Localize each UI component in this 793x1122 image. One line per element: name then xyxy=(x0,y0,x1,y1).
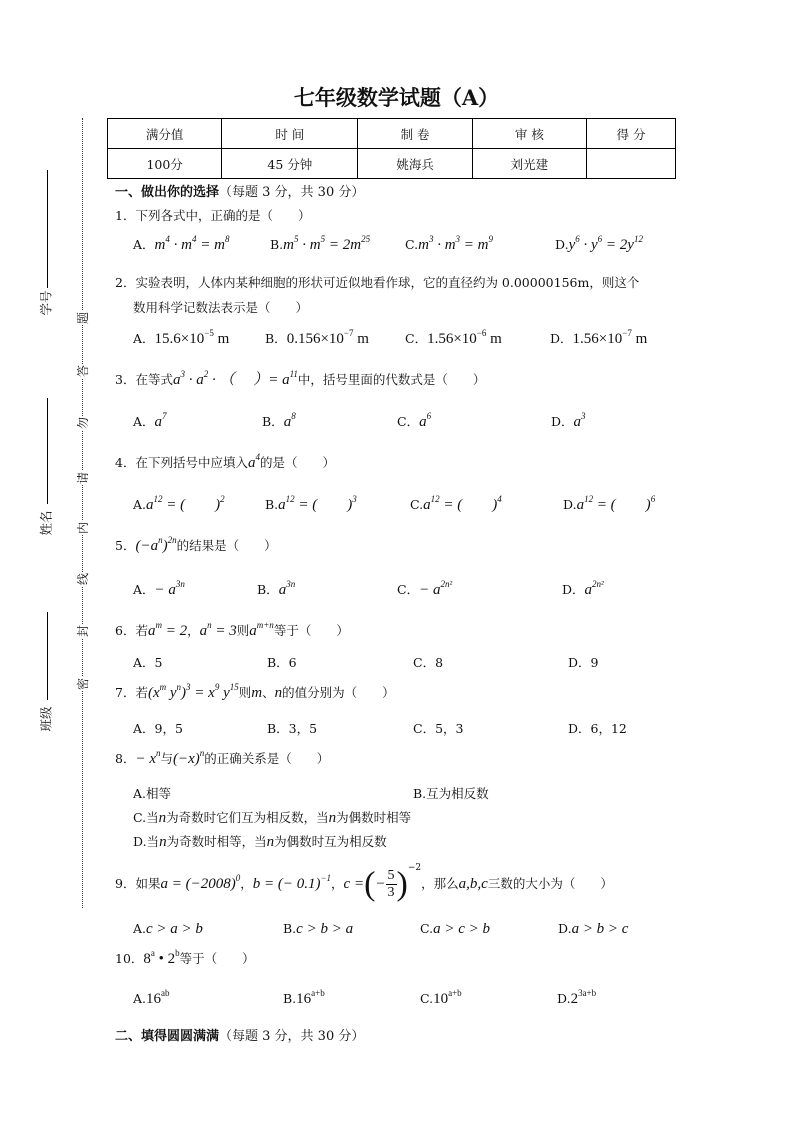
stem-text: ，那么 xyxy=(421,876,459,891)
table-header-cell: 时 间 xyxy=(222,119,358,149)
exponent: 6 xyxy=(575,234,580,244)
name-label: 姓名 xyxy=(38,510,54,536)
option-a[interactable]: A.相等 xyxy=(133,786,172,801)
option-c[interactable] xyxy=(410,494,502,513)
exponent: 15 xyxy=(229,682,239,692)
left-paren: ( xyxy=(364,865,376,903)
exponent: 3 xyxy=(581,411,586,421)
stem-text: ， xyxy=(187,623,200,638)
exponent: 3 xyxy=(180,369,185,379)
option-a[interactable]: A．9，5 xyxy=(133,721,183,736)
exponent: 6 xyxy=(426,411,432,421)
exponent: −7 xyxy=(343,328,354,338)
question-stem xyxy=(115,948,255,967)
stem-expr: c = xyxy=(343,876,365,892)
option-expr: n xyxy=(159,834,167,850)
option-label: A. xyxy=(133,497,147,512)
section-heading xyxy=(115,185,364,201)
stem-expr: − $x^n$ xyxy=(135,748,161,767)
option-b[interactable] xyxy=(283,988,325,1007)
section-title: 一、做出你的选择 xyxy=(115,185,220,200)
option-expr: $a^{12}$ = ( )$^2$ xyxy=(146,494,225,513)
exponent: −6 xyxy=(476,328,487,338)
stem-expr: b = (− 0.1)$^{-1}$ xyxy=(252,873,332,892)
stem-expr: 8$^a$ • 2$^b$ xyxy=(143,948,180,967)
exponent: 6 xyxy=(650,494,656,504)
stem-expr: a,b,c xyxy=(458,876,488,892)
section-note: （每题 3 分，共 30 分） xyxy=(219,185,365,200)
option-expr: $1.56\times 10^{-7}$ m xyxy=(572,328,648,347)
option-label: A． xyxy=(133,237,155,252)
option-label: C. xyxy=(405,237,419,252)
exponent: 4 xyxy=(255,452,260,462)
table-cell: 姚海兵 xyxy=(358,149,472,179)
option-expr: n xyxy=(328,810,337,826)
option-c[interactable] xyxy=(397,579,453,598)
exponent: 6 xyxy=(597,234,603,244)
table-header-cell: 审 核 xyxy=(472,119,586,149)
option-label: B． xyxy=(262,414,284,429)
exponent: m xyxy=(159,682,167,692)
option-b[interactable] xyxy=(265,494,357,513)
seal-char: 答 xyxy=(76,365,90,378)
seal-char: 请 xyxy=(76,472,90,485)
class-label: 班级 xyxy=(38,706,54,732)
exponent: n xyxy=(176,682,182,692)
exponent: 5 xyxy=(320,234,326,244)
student-id-label: 学号 xyxy=(38,290,54,316)
question-stem xyxy=(115,748,330,767)
option-label: D． xyxy=(562,582,585,597)
exponent: −5 xyxy=(204,328,214,338)
exponent: 4 xyxy=(165,234,170,244)
option-expr: $16^{a+b}$ xyxy=(296,988,325,1007)
stem-text: ， xyxy=(331,876,344,891)
stem-text: 、 xyxy=(262,685,275,700)
exponent: 3 xyxy=(352,494,357,504)
exponent: 12 xyxy=(153,494,163,504)
option-d[interactable] xyxy=(562,579,604,598)
table-header-cell: 满分值 xyxy=(108,119,222,149)
option-label: D． xyxy=(550,331,573,346)
option-b[interactable]: B.互为相反数 xyxy=(413,786,489,801)
option-expr: n xyxy=(266,834,275,850)
table-header-cell: 制 卷 xyxy=(358,119,472,149)
option-text: 为奇数时相等，当 xyxy=(166,834,267,849)
exponent: 2 xyxy=(220,494,225,504)
stem-expr: m xyxy=(251,685,263,701)
table-cell: 100分 xyxy=(108,149,222,179)
option-c[interactable] xyxy=(405,328,502,347)
option-expr: $a^3$ xyxy=(573,411,586,430)
stem-text: 与 xyxy=(160,751,173,766)
question-stem: 1．下列各式中，正确的是（ ） xyxy=(115,208,311,223)
section-title: 二、填得圆圆满满 xyxy=(115,1029,220,1044)
option-label: A. xyxy=(133,921,147,936)
stem-text: 7．若 xyxy=(115,685,148,700)
option-label: B. xyxy=(283,991,297,1006)
option-a[interactable] xyxy=(133,921,203,937)
section-note: （每题 3 分，共 30 分） xyxy=(219,1029,365,1044)
option-label: D． xyxy=(551,414,574,429)
option-label: C． xyxy=(405,331,428,346)
option-expr: $2^{3a+b}$ xyxy=(570,988,597,1007)
question-stem xyxy=(115,682,395,701)
option-expr: $16^{ab}$ xyxy=(146,988,170,1007)
stem-text: 的结果是（ ） xyxy=(176,538,277,553)
stem-text: 6．若 xyxy=(115,623,148,638)
option-expr: $0.156\times 10^{-7}$ m xyxy=(286,328,369,347)
fraction-numerator: 5 xyxy=(387,868,395,883)
option-d[interactable] xyxy=(558,921,628,937)
option-c[interactable] xyxy=(397,411,432,430)
option-d[interactable]: D．6，12 xyxy=(568,721,627,736)
question-stem xyxy=(115,863,613,903)
exponent: ab xyxy=(161,988,170,998)
option-expr: c > b > a xyxy=(296,921,354,937)
stem-text: 等于（ ） xyxy=(273,623,349,638)
stem-expr: n xyxy=(274,685,283,701)
option-expr: n xyxy=(158,810,167,826)
exponent: 0 xyxy=(235,873,241,883)
option-c[interactable]: C．8 xyxy=(413,655,444,670)
exponent: 3a+b xyxy=(578,988,597,998)
option-expr: − $a^{2n^2}$ xyxy=(419,579,453,598)
stem-text: 则 xyxy=(236,623,250,638)
exponent: 2 xyxy=(203,369,209,379)
exponent: 3n xyxy=(286,579,296,589)
option-label: D. xyxy=(557,991,571,1006)
option-expr: $a^{12}$ = ( )$^3$ xyxy=(278,494,357,513)
exponent: 12 xyxy=(633,234,643,244)
stem-text: 4．在下列括号中应填入 xyxy=(115,455,248,470)
option-b[interactable]: B．6 xyxy=(267,655,297,670)
exponent: m xyxy=(155,620,162,630)
info-table xyxy=(107,118,676,179)
option-label: B. xyxy=(270,237,284,252)
exponent: −7 xyxy=(622,328,632,338)
stem-text: ， xyxy=(240,876,253,891)
stem-text: 三数的大小为（ ） xyxy=(487,876,613,891)
stem-expr: $a^4$ xyxy=(247,452,260,471)
exponent: 3 xyxy=(186,682,191,692)
exponent: 5 xyxy=(294,234,299,244)
option-label: A． xyxy=(133,331,155,346)
exponent: a+b xyxy=(311,988,325,998)
exponent: n xyxy=(207,620,212,630)
option-label: B. xyxy=(265,497,279,512)
option-label: C． xyxy=(397,414,420,429)
exponent: 7 xyxy=(162,411,167,421)
seal-dotted-line xyxy=(82,118,83,908)
stem-text: 则 xyxy=(238,685,252,700)
option-a[interactable] xyxy=(133,494,225,513)
question-stem-cont: 数用科学记数法表示是（ ） xyxy=(133,300,309,315)
option-label: D. xyxy=(555,237,569,252)
section-heading xyxy=(115,1029,364,1045)
option-d[interactable] xyxy=(133,834,387,850)
exponent: 12 xyxy=(285,494,295,504)
page-title: 七年级数学试题（A） xyxy=(293,85,500,110)
exponent: 9 xyxy=(488,234,493,244)
exponent: 12 xyxy=(430,494,440,504)
stem-text: 等于（ ） xyxy=(179,951,255,966)
exponent: 12 xyxy=(584,494,594,504)
seal-char: 题 xyxy=(76,312,90,325)
option-label: B． xyxy=(265,331,287,346)
option-expr: $15.6\times 10^{-5}$ m xyxy=(154,328,230,347)
option-text: C.当 xyxy=(133,810,159,825)
student-id-line[interactable] xyxy=(47,170,48,288)
fraction-denominator: 3 xyxy=(387,885,395,900)
stem-text: 10． xyxy=(115,951,144,966)
option-expr: $a^{12}$ = ( )$^4$ xyxy=(423,494,502,513)
name-line[interactable] xyxy=(47,398,48,504)
exponent: −1 xyxy=(320,873,332,883)
table-row xyxy=(108,149,676,179)
option-label: B． xyxy=(257,582,279,597)
option-expr: $10^{a+b}$ xyxy=(433,988,462,1007)
exponent: a xyxy=(150,948,155,958)
option-label: C． xyxy=(397,582,420,597)
option-label: A． xyxy=(133,582,155,597)
option-b[interactable]: B．3，5 xyxy=(267,721,318,736)
exponent: 4 xyxy=(497,494,502,504)
exponent: n xyxy=(199,748,205,758)
stem-text: 的正确关系是（ ） xyxy=(204,751,330,766)
option-label: B. xyxy=(283,921,297,936)
exponent: 3 xyxy=(428,234,434,244)
question-stem xyxy=(115,620,349,639)
option-a[interactable]: A．5 xyxy=(133,655,163,670)
option-label: D. xyxy=(563,497,577,512)
option-expr: c > a > b xyxy=(146,921,203,937)
table-header-row xyxy=(108,119,676,149)
seal-char: 内 xyxy=(76,522,90,535)
stem-expr: $(-a^n)^{2n}$ xyxy=(135,535,177,554)
stem-expr: ($x^m$ $y^n)^3 = x^9$ $y^{15}$ xyxy=(147,682,239,701)
exponent: 2n xyxy=(167,535,177,545)
exponent: 25 xyxy=(361,234,371,244)
question-stem: 2．实验表明，人体内某种细胞的形状可近似地看作球，它的直径约为 0.00000156m，则这个 xyxy=(115,275,640,290)
right-paren: ) xyxy=(396,865,408,903)
stem-text: 的是（ ） xyxy=(259,455,335,470)
question-stem xyxy=(115,369,486,388)
seal-char: 封 xyxy=(76,625,90,638)
option-c[interactable] xyxy=(133,810,411,826)
option-b[interactable] xyxy=(283,921,353,937)
exponent: 4 xyxy=(191,234,197,244)
stem-expr: $a^3 \cdot a^2$ · （ ）= $a^{11}$ xyxy=(172,369,298,388)
exponent: n xyxy=(155,748,161,758)
option-c[interactable] xyxy=(420,988,462,1007)
option-a[interactable] xyxy=(133,988,170,1007)
exponent: m+n xyxy=(256,620,274,630)
exponent: 8 xyxy=(224,234,230,244)
option-expr: $a^6$ xyxy=(419,411,432,430)
stem-text: 中，括号里面的代数式是（ ） xyxy=(297,372,486,387)
option-expr: $y^6 \cdot y^6 = 2y^{12}$ xyxy=(568,234,643,253)
option-expr: $a^{12}$ = ( )$^6$ xyxy=(576,494,656,513)
exponent: n xyxy=(158,535,163,545)
exponent: 2n² xyxy=(440,579,453,589)
stem-text: 9．如果 xyxy=(115,876,161,891)
seal-char: 密 xyxy=(76,678,90,691)
option-b[interactable] xyxy=(257,579,296,598)
exponent: 3 xyxy=(455,234,461,244)
option-d[interactable] xyxy=(555,234,643,253)
stem-text: 3．在等式 xyxy=(115,372,173,387)
stem-expr: $a^n = 3$ xyxy=(199,620,237,639)
seal-char: 线 xyxy=(76,573,90,586)
stem-expr: $(-x)^n$ xyxy=(173,748,205,767)
stem-text: 8． xyxy=(115,751,136,766)
table-cell: 45 分钟 xyxy=(222,149,358,179)
option-expr: $m^4 \cdot m^4 = m^8$ xyxy=(154,234,230,253)
option-label: A. xyxy=(133,991,147,1006)
score-cell[interactable] xyxy=(587,149,676,179)
option-text: 为偶数时互为相反数 xyxy=(274,834,387,849)
question-stem xyxy=(115,535,277,554)
option-d[interactable] xyxy=(563,494,656,513)
option-expr: $1.56\times 10^{-6}$ m xyxy=(427,328,502,347)
table-cell: 刘光建 xyxy=(472,149,586,179)
table-header-cell: 得 分 xyxy=(587,119,676,149)
option-d[interactable]: D．9 xyxy=(568,655,599,670)
option-expr: $m^3 \cdot m^3 = m^9$ xyxy=(418,234,493,253)
exponent: −2 xyxy=(407,863,422,873)
option-c[interactable] xyxy=(405,234,493,253)
option-c[interactable]: C．5，3 xyxy=(413,721,464,736)
minus-sign: − xyxy=(375,876,386,892)
option-b[interactable] xyxy=(262,411,296,430)
exponent: b xyxy=(175,948,180,958)
option-label: C. xyxy=(420,921,434,936)
option-a[interactable] xyxy=(133,234,230,253)
option-expr: $a^{2n^2}$ xyxy=(584,579,604,598)
option-text: D.当 xyxy=(133,834,160,849)
exponent: 8 xyxy=(291,411,296,421)
option-b[interactable] xyxy=(265,328,369,347)
option-expr: $a^{3n}$ xyxy=(278,579,296,598)
option-text: 为奇数时它们互为相反数，当 xyxy=(166,810,329,825)
option-c[interactable] xyxy=(420,921,490,937)
option-expr: a > c > b xyxy=(433,921,490,937)
exponent: 11 xyxy=(289,369,298,379)
question-stem xyxy=(115,452,335,471)
option-d[interactable] xyxy=(557,988,597,1007)
fraction xyxy=(386,868,397,901)
option-a[interactable] xyxy=(133,411,167,430)
option-label: A． xyxy=(133,414,155,429)
option-d[interactable] xyxy=(550,328,648,347)
option-d[interactable] xyxy=(551,411,586,430)
option-b[interactable] xyxy=(270,234,371,253)
option-label: C. xyxy=(410,497,424,512)
stem-expr: $a^m = 2$ xyxy=(147,620,188,639)
option-expr: $m^5 \cdot m^5 = 2m^{25}$ xyxy=(283,234,371,253)
stem-expr: $a = (-2008)^0$ xyxy=(160,873,241,892)
class-line[interactable] xyxy=(47,612,48,700)
option-label: C. xyxy=(420,991,434,1006)
option-label: D. xyxy=(558,921,572,936)
stem-expr: $a^{m+n}$ xyxy=(249,620,274,639)
option-a[interactable] xyxy=(133,328,230,347)
option-expr: $a^8$ xyxy=(283,411,296,430)
exponent: a+b xyxy=(448,988,462,998)
exponent: 9 xyxy=(214,682,220,692)
stem-text: 5． xyxy=(115,538,136,553)
stem-text: 的值分别为（ ） xyxy=(282,685,395,700)
option-expr: $a^7$ xyxy=(154,411,167,430)
option-expr: − $a^{3n}$ xyxy=(154,579,185,598)
option-text: 为偶数时相等 xyxy=(336,810,412,825)
option-expr: a > b > c xyxy=(571,921,629,937)
seal-char: 勿 xyxy=(76,417,90,430)
option-a[interactable] xyxy=(133,579,185,598)
exponent: 3n xyxy=(175,579,185,589)
exponent: 2n² xyxy=(592,579,604,589)
